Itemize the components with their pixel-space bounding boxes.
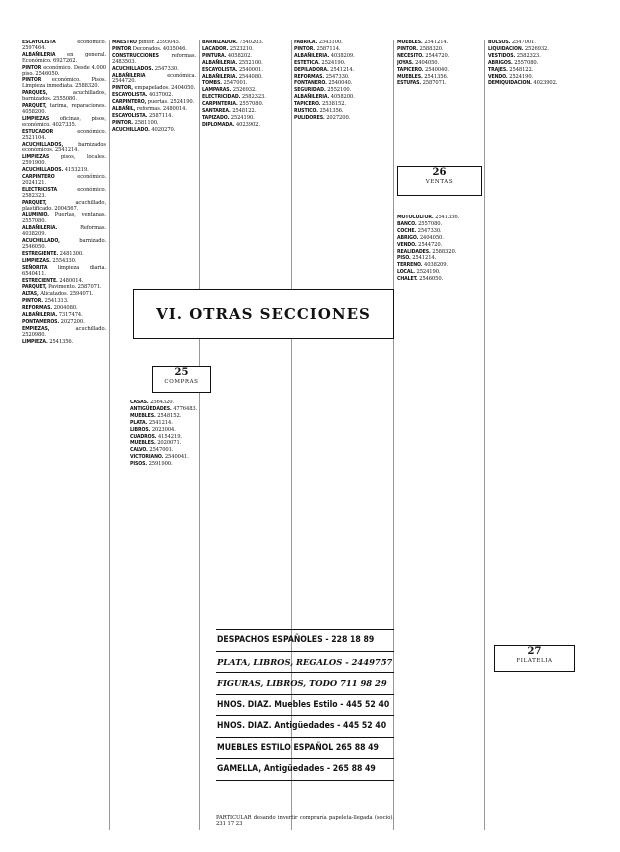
filatelia-label: FILATELIA [516, 658, 553, 664]
classified-ad: ALBAÑIL, reformas. 2480014. [112, 106, 187, 113]
column-4 [294, 40, 378, 287]
classified-ad: JOYAS. 2404050. [397, 59, 440, 66]
classified-ad: ABRIGO. 2404050. [397, 234, 444, 241]
classified-ad: ESCAYOLISTA económico. 2597464. [22, 40, 106, 51]
classified-ad: LIMPIEZAS. 2554330. [22, 257, 77, 264]
classified-ad: ESTUFAS. 2587071. [397, 80, 447, 87]
filatelia-header [494, 645, 575, 672]
classified-ad: PINTOR. 2587114. [294, 45, 341, 52]
display-ads [216, 629, 394, 781]
classified-ad: PLATA. 2541214. [130, 419, 173, 426]
classified-ad: TERRENO. 4038209. [397, 262, 448, 269]
classified-ad: TOMBS. 2547001. [202, 80, 248, 87]
classified-ad: PONTAMEROS. 2027200. [22, 318, 85, 325]
classified-ad: TAPICERO. 2540040. [397, 66, 449, 73]
classified-ad: FABRICA. 2543100. [294, 40, 343, 45]
classified-ad: VENDO. 2544720. [397, 241, 443, 248]
display-ad: MUEBLES ESTILO ESPAÑOL 265 88 49 [216, 737, 394, 759]
classified-ad: LACADOR. 2523210. [202, 45, 254, 52]
classified-ad: PISOS. 2591900. [130, 461, 173, 468]
classified-ad: CUADROS. 4154219. [130, 433, 182, 440]
classified-ad: MAESTRO pintor. 2595045. [112, 40, 181, 45]
classified-ad: PINTOR económico. Desde 4.000 piso. 2546050. [22, 64, 106, 77]
classified-ad: PARQUET, Pavimento. 2587071. [22, 284, 102, 291]
classified-ad: ESTREGIENTE. 2481300. [22, 250, 84, 257]
classified-ad: ACUCHILLADO. 4020270. [112, 126, 176, 133]
classified-ad: PINTOR. 2588320. [397, 45, 444, 52]
classified-ad: ESTRECIENTE. 2480014. [22, 277, 84, 284]
classified-ad: PINTOR. 2581100. [112, 119, 159, 126]
classified-ad: LIQUIDACION. 2526932. [488, 45, 549, 52]
section-title: VI. OTRAS SECCIONES [156, 305, 371, 323]
classified-ad: LAMPARAS. 2526932. [202, 87, 257, 94]
classified-ad: ESTETICA. 2524190. [294, 59, 346, 66]
classified-ad: CASAS. 2564320. [130, 400, 175, 405]
classified-ad: DEMIQUIDACION. 4023902. [488, 80, 558, 87]
classified-ad: MUEBLES. 2020071. [130, 440, 182, 447]
classified-ad: REFORMAS. 2004080. [22, 305, 78, 312]
classified-ad: REFORMAS. 2547330. [294, 73, 350, 80]
classified-ad: ACUCHILLADOS. 4153219. [22, 167, 89, 174]
classified-ad: ALUMINIO. Puertas, ventanas. 2557080. [22, 212, 106, 225]
classified-ad: MOTOCULTOR. 2541356. [397, 215, 460, 220]
display-ad: PLATA, LIBROS, REGALOS - 2449757 [216, 651, 394, 673]
classified-ad: MUEBLES. 2541356. [397, 73, 449, 80]
column-2 [112, 40, 196, 287]
classified-ad: ESCAYOLISTA. 2587114. [112, 112, 173, 119]
filatelia-number: 27 [527, 646, 542, 657]
classified-ad: MUEBLES. 2541214. [397, 40, 449, 45]
classified-ad: ALBAÑILERIA. Reformas. 4038209. [22, 225, 106, 238]
classified-ad: ACUCHILLADO, barnizado. 2546050. [22, 238, 106, 250]
classified-ad: MUEBLES. 2548152. [130, 412, 182, 419]
classified-ad: TAPIZADO. 2524190. [202, 114, 255, 121]
classified-ad: BOLSOS. 2547001. [488, 40, 536, 45]
classified-ad: FONTANERO. 2540040. [294, 80, 353, 87]
classified-ad: CALVO. 2547001. [130, 447, 174, 454]
classified-ad: ELECTRICISTA económico. 2582323. [22, 186, 106, 199]
classified-ad: ACUCHILLADOS. 2547330. [112, 65, 179, 72]
classified-ad: DEPILADORA. 2541214. [294, 66, 355, 73]
classified-ad: ABRIGOS. 2557080. [488, 59, 539, 66]
classified-ad: PISO. 2541214. [397, 255, 437, 262]
compras-column [130, 400, 210, 800]
column-5 [397, 40, 481, 160]
classified-ad: ALBAÑILERIA económica. 2544720. [112, 72, 196, 85]
classified-ad: VENDO. 2524190. [488, 73, 534, 80]
classified-ad: SEGURIDAD. 2552100. [294, 87, 352, 94]
classified-ad: LIMPIEZA. 2541356. [22, 338, 74, 345]
particular-ad: PARTICULAR desando invertir compraría papeleta-llegada (socio). 231 17 23 [216, 815, 394, 827]
classified-ad: CARPINTERO económico. 2024121. [22, 174, 106, 186]
classified-ad: LOCAL. 2524190. [397, 269, 441, 276]
display-ad: HNOS. DIAZ. Muebles Estilo - 445 52 40 [216, 694, 394, 716]
classified-ad: LIBROS. 2023004. [130, 426, 176, 433]
classified-ad: ESTUCADOR económico. 2521104. [22, 128, 106, 141]
classified-ad: ALBAÑILERIA. 2552100. [202, 59, 263, 66]
classified-ad: PINTURA. 4058202. [202, 52, 252, 59]
classified-ad: DIPLOMADA. 4023902. [202, 121, 260, 128]
display-ad: GAMELLA, Antigüedades - 265 88 49 [216, 758, 394, 781]
column-divider [484, 40, 485, 830]
classified-ad: LIMPIEZAS pisos, locales. 2591900. [22, 154, 106, 167]
classified-ad: ELECTRICIDAD. 2582323. [202, 94, 266, 101]
ventas-header [397, 166, 482, 196]
classified-ad: PINTOR. 2541313. [22, 298, 69, 305]
classified-ad: PARQUET, acuchillado, plastificado. 2004567. [22, 199, 106, 212]
classified-ad: CHALET. 2546050. [397, 276, 444, 283]
classified-ad: NECESITO. 2544720. [397, 52, 450, 59]
classified-ad: BARNIZADOR. 7540203. [202, 40, 264, 45]
compras-label: COMPRAS [164, 379, 199, 385]
column-divider [109, 40, 110, 830]
classified-ad: ACUCHILLADOS, barnizados económicos. 2541214. [22, 141, 106, 154]
classified-ad: PINTOR económico. Pisos. Limpieza inmediata. 2588320. [22, 77, 106, 90]
classified-ad: CARPINTERIA. 2557080. [202, 101, 264, 108]
classified-ad: CARPINTERO, puertas. 2524190. [112, 99, 195, 106]
classified-ad: COCHE. 2547330. [397, 227, 442, 234]
classified-ad: PARQUET, tarima, reparaciones. 4058200. [22, 103, 106, 115]
ventas-number: 26 [432, 167, 447, 178]
ventas-column [397, 215, 482, 815]
display-ad: DESPACHOS ESPAÑOLES - 228 18 89 [216, 629, 394, 651]
classified-ad: REALIDADES. 2588320. [397, 248, 457, 255]
classified-ad: ALBAÑILERIA. 4038209. [294, 52, 355, 59]
compras-number: 25 [174, 367, 189, 378]
classified-ad: LIMPIEZAS oficinas, pisos, económico. 4027335. [22, 115, 106, 128]
classified-ad: ALBAÑILERIA. 4058200. [294, 94, 355, 101]
classified-ad: SANTAREA. 2548122. [202, 108, 257, 115]
classified-ad: PINTOR Decorados. 4035046. [112, 45, 187, 52]
classified-ad: CONSTRUCCIONES reformas. 2483503. [112, 52, 196, 65]
classified-ad: BANCO. 2557080. [397, 220, 443, 227]
classified-ad: PULIDORES. 2027200. [294, 114, 351, 121]
classified-ad: ALBAÑILERIA. 7317474. [22, 312, 83, 319]
classified-ad: EMPIEZAS, acuchillado. 2520980. [22, 325, 106, 338]
classified-ad: TAPICERO. 2538152. [294, 101, 346, 108]
classified-ad: ALBAÑILERIA. 2544080. [202, 73, 263, 80]
ventas-label: VENTAS [425, 179, 454, 185]
classified-ad: ESCAYOLISTA. 2540001. [202, 66, 263, 73]
compras-header [152, 366, 211, 393]
classified-ad: VICTORIANO. 2540041. [130, 454, 189, 461]
column-3 [202, 40, 286, 287]
classified-ad: ALTAS, Alicatados. 2594071. [22, 291, 94, 298]
classified-ad: VESTIDOS. 2582323. [488, 52, 541, 59]
classified-ad: ESCAYOLISTA. 4037002. [112, 92, 173, 99]
classified-ad: RUSTICO. 2541356. [294, 108, 344, 115]
display-ad: HNOS. DIAZ. Antigüedades - 445 52 40 [216, 715, 394, 737]
classified-ad: TRAJES. 2548122. [488, 66, 534, 73]
column-1 [22, 40, 106, 830]
column-6 [488, 40, 572, 830]
display-ad: FIGURAS, LIBROS, TODO 711 98 29 [216, 672, 394, 694]
classified-ad: ANTIGÜEDADES. 4776483. [130, 405, 198, 412]
classified-ad: ALBAÑILERIA en general. Económico. 6927262. [22, 51, 106, 64]
classified-ad: PARQUES, acuchillados, barnizados. 2555080. [22, 90, 106, 103]
classified-ad: PINTOR, empapelados. 2404050. [112, 85, 196, 92]
classified-ad: SEÑORITA limpieza diaria. 6540411. [22, 264, 106, 277]
section-banner [133, 289, 394, 339]
